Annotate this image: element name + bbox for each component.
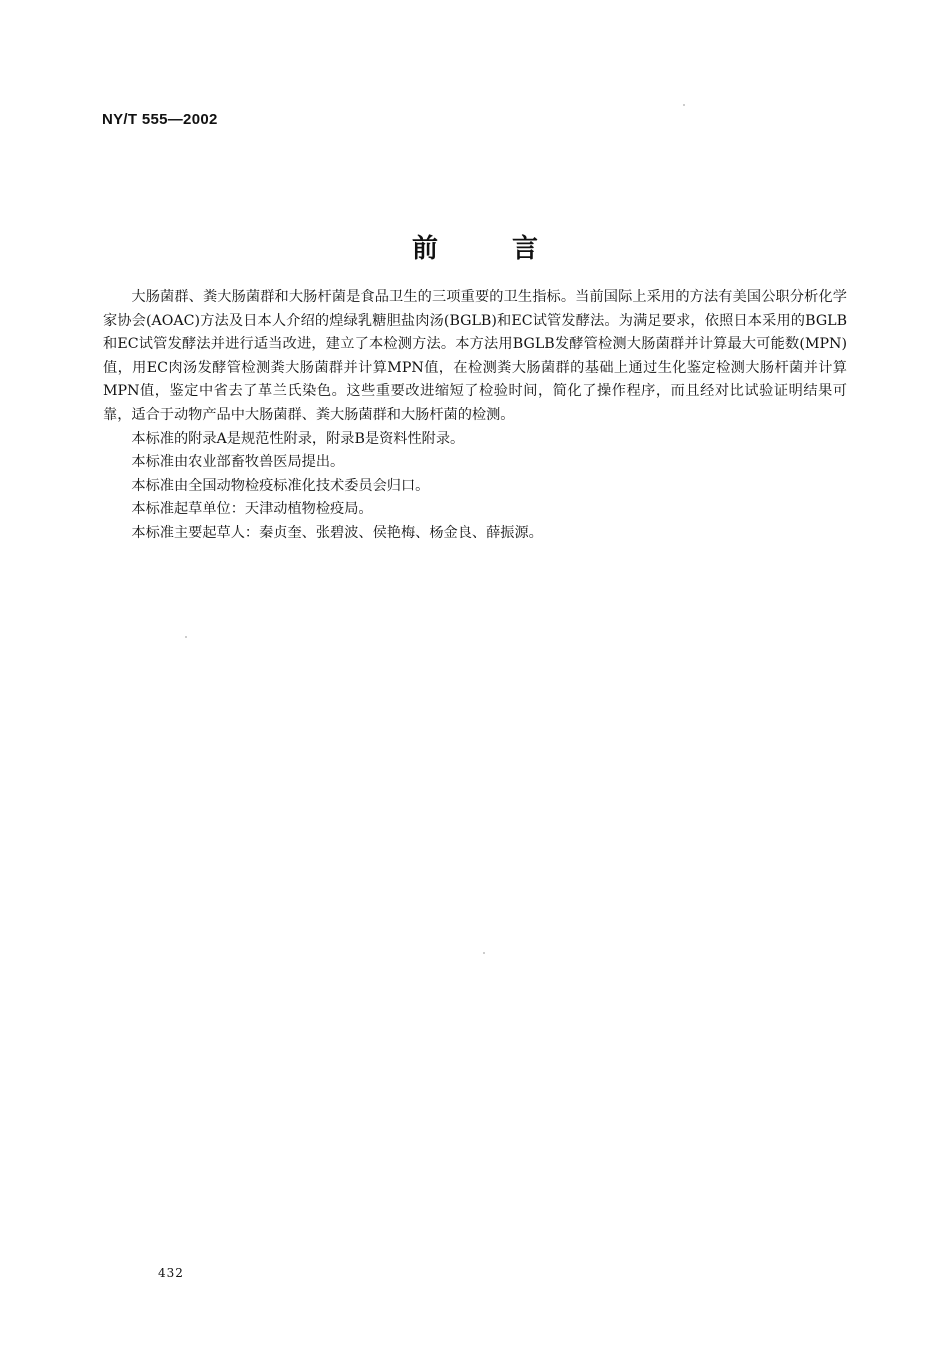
standard-code: NY/T 555—2002: [102, 111, 218, 128]
foreword-paragraph-proposer: 本标准由农业部畜牧兽医局提出。: [131, 454, 345, 471]
scan-speck: [683, 104, 685, 106]
foreword-paragraph-committee: 本标准由全国动物检疫标准化技术委员会归口。: [131, 477, 430, 494]
foreword-paragraph-drafters: 本标准主要起草人：秦贞奎、张碧波、侯艳梅、杨金良、薛振源。: [131, 524, 543, 541]
foreword-paragraph-drafting-unit: 本标准起草单位：天津动植物检疫局。: [131, 501, 373, 518]
foreword-body: [103, 286, 847, 546]
foreword-paragraph-appendix: 本标准的附录A是规范性附录，附录B是资料性附录。: [131, 430, 465, 447]
page-title: 前言: [411, 234, 612, 264]
scan-speck: [483, 952, 485, 954]
scan-speck: [185, 636, 187, 638]
foreword-paragraph-intro: 大肠菌群、粪大肠菌群和大肠杆菌是食品卫生的三项重要的卫生指标。当前国际上采用的方法有美国公职分析化学家协会(AOAC)方法及日本人介绍的煌绿乳糖胆盐肉汤(BGLB)和EC试管发酵法。为满足要求，依照日本采用的BGLB和EC试管发酵法并进行适当改进，建立了本检测方法。本方法用BGLB发酵管检测大肠菌群并计算最大可能数(MPN)值，用EC肉汤发酵管检测粪大肠菌群并计算MPN值，在检测粪大肠菌群的基础上通过生化鉴定检测大肠杆菌并计算MPN值，鉴定中省去了革兰氏染色。这些重要改进缩短了检验时间，简化了操作程序，而且经对比试验证明结果可靠，适合于动物产品中大肠菌群、粪大肠菌群和大肠杆菌的检测。: [103, 289, 847, 423]
page-number: 432: [158, 1266, 184, 1280]
